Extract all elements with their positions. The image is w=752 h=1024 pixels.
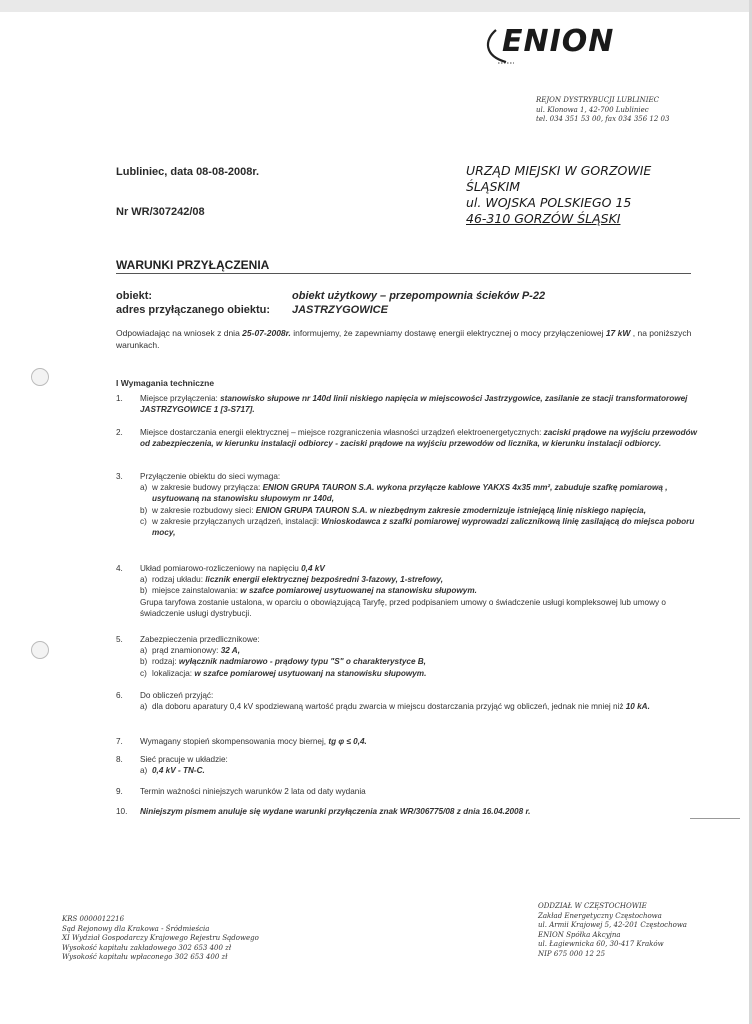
sub-item (140, 668, 698, 679)
list-item (116, 427, 698, 449)
item-number: 2. (116, 428, 123, 437)
footer-line: ul. Łagiewnicka 60, 30-417 Kraków (538, 940, 664, 948)
sub-item (140, 585, 698, 596)
footer-line: NIP 675 000 12 25 (538, 949, 606, 958)
footer-registry-info (62, 915, 259, 963)
footer-line: ODDZIAŁ W CZĘSTOCHOWIE (538, 902, 647, 910)
footer-line: XI Wydział Gospodarczy Krajowego Rejestru Sądowego (62, 934, 259, 942)
item-bold-text: stanowisko słupowe nr 140d linii niskiego napięcia w miejscowości Jastrzygowice, zasilanie ze stacji transformatorowej JASTRZYGOWICE 1 [3-S717]. (140, 394, 688, 415)
sub-item (140, 656, 698, 667)
sub-letter: c) (140, 516, 147, 526)
footer-line: Wysokość kapitału zakładowego 302 653 400 zł (62, 943, 232, 952)
item-number: 10. (116, 807, 128, 816)
intro-text: Odpowiadając na wniosek z dnia (116, 328, 243, 338)
object-address-value: JASTRZYGOWICE (292, 304, 388, 316)
item-number: 8. (116, 755, 123, 764)
sub-letter: b) (140, 586, 148, 596)
sub-letter: b) (140, 657, 148, 667)
object-label: obiekt: (116, 290, 153, 302)
sub-bold-text: w szafce pomiarowej usytuowanej na stanowisku słupowym. (240, 586, 477, 596)
reference-number: Nr WR/307242/08 (116, 206, 205, 218)
item-text: Do obliczeń przyjąć: (140, 691, 214, 700)
sub-text: w zakresie budowy przyłącza: (152, 483, 263, 493)
sub-text: w zakresie przyłączanych urządzeń, instalacji: (152, 516, 322, 526)
intro-text: , na poniższych warunkach. (116, 328, 692, 350)
addressee-line: URZĄD MIEJSKI W GORZOWIE (466, 163, 652, 178)
company-info-line: REJON DYSTRYBUCJI LUBLINIEC (536, 96, 659, 104)
footer-line: Sąd Rejonowy dla Krakowa - Śródmieścia (62, 924, 210, 933)
item-number: 7. (116, 737, 123, 746)
footer-line: Zakład Energetyczny Częstochowa (538, 911, 662, 920)
sub-item (140, 765, 698, 776)
sub-letter: a) (140, 483, 148, 493)
company-info (536, 96, 669, 125)
footer-line: Wysokość kapitału wpłaconego 302 653 400 zł (62, 953, 228, 961)
item-text: Sieć pracuje w układzie: (140, 755, 228, 764)
sub-bold-text: wyłącznik nadmiarowo - prądowy typu "S" o charakterystyce B, (178, 657, 426, 667)
addressee-block (466, 163, 651, 227)
sub-bold-text: 0,4 kV - TN-C. (152, 766, 205, 776)
item-bold-text: zaciski prądowe na wyjściu przewodów od zabezpieczenia, w kierunku instalacji odbiorcy - zaciski prądowe na wyjściu przewodów od licznika, w kierunku instalacji odbiorcy. (140, 428, 697, 449)
item-number: 9. (116, 787, 123, 796)
sub-text: w zakresie rozbudowy sieci: (152, 505, 256, 515)
addressee-line: ŚLĄSKIM (466, 179, 521, 194)
addressee-line: 46-310 GORZÓW ŚLĄSKI (466, 211, 621, 226)
list-item (116, 754, 698, 776)
list-item (116, 634, 698, 679)
tariff-note: Grupa taryfowa zostanie ustalona, w oparciu o obowiązującą Taryfę, przed podpisaniem umowy o świadczenie usługi kompleksowej lub umowy o świadczenie usługi dystrybucji. (140, 597, 666, 618)
item-text: Przyłączenie obiektu do sieci wymaga: (140, 472, 281, 481)
connection-power: 17 kW (605, 328, 631, 338)
item-text: Termin ważności niniejszych warunków 2 lata od daty wydania (140, 787, 366, 796)
item-number: 5. (116, 635, 123, 644)
item-text: Miejsce dostarczania energii elektrycznej – miejsce rozgraniczenia własności urządzeń elektroenergetycznych: (140, 428, 544, 437)
sub-text: rodzaj: (152, 657, 179, 667)
sub-bold-text: Wnioskodawca z szafki pomiarowej wyprowadzi zalicznikową linię zasilającą do miejsca poboru mocy, (152, 516, 695, 538)
sub-text: miejsce zainstalowania: (152, 586, 241, 596)
item-text: Zabezpieczenia przedlicznikowe: (140, 635, 260, 644)
item-number: 6. (116, 691, 123, 700)
object-address-label: adres przyłączanego obiektu: (116, 304, 271, 316)
company-info-line: ul. Klonowa 1, 42-700 Lubliniec (536, 105, 649, 114)
fold-mark (690, 818, 740, 819)
footer-line: ENION Spółka Akcyjna (538, 930, 621, 939)
item-bold-text: Niniejszym pismem anuluje się wydane warunki przyłączenia znak WR/306775/08 z dnia 16.04.2008 r. (140, 807, 531, 816)
sub-text: dla doboru aparatury 0,4 kV spodziewaną wartość prądu zwarcia w miejscu dostarczania przyjąć wg obliczeń, jednak nie mniej niż (152, 702, 626, 712)
item-text: Miejsce przyłączenia: (140, 394, 221, 403)
sub-letter: a) (140, 702, 148, 712)
punch-hole-lower (31, 641, 49, 659)
sub-item (140, 701, 698, 712)
list-item (116, 690, 698, 712)
item-number: 3. (116, 472, 123, 481)
sub-text: lokalizacja: (152, 668, 195, 678)
object-block (116, 289, 545, 317)
enion-logo (480, 22, 615, 66)
item-bold-text: 0,4 kV (301, 564, 325, 573)
item-text: Wymagany stopień skompensowania mocy biernej, (140, 737, 329, 746)
sub-item (140, 505, 698, 516)
intro-text: informujemy, że zapewniamy dostawę energii elektrycznej o mocy przyłączeniowej (290, 328, 606, 338)
sub-item (140, 574, 698, 585)
list-item (116, 393, 698, 415)
footer-branch-info (538, 902, 687, 959)
item-bold-text: tg φ ≤ 0,4. (328, 737, 367, 746)
request-date: 25-07-2008r. (242, 328, 291, 338)
sub-letter: a) (140, 646, 148, 656)
item-text: Układ pomiarowo-rozliczeniowy na napięciu (140, 564, 302, 573)
list-item (116, 736, 698, 747)
title-divider (116, 273, 691, 274)
addressee-line: ul. WOJSKA POLSKIEGO 15 (466, 195, 632, 210)
sub-bold-text: 32 A, (220, 646, 240, 656)
section-heading: I Wymagania techniczne (116, 378, 215, 388)
city-date: Lubliniec, data 08-08-2008r. (116, 166, 260, 178)
footer-line: KRS 0000012216 (62, 915, 125, 923)
sub-bold-text: ENION GRUPA TAURON S.A. wykona przyłącze kablowe YAKXS 4x35 mm², zabuduje szafkę pomiarową , usytuowaną na stanowisku słupowym nr 140d, (152, 483, 668, 504)
sub-item (140, 482, 698, 504)
sub-letter: b) (140, 505, 148, 515)
sub-bold-text: ENION GRUPA TAURON S.A. w niezbędnym zakresie zmodernizuje istniejącą linię niskiego napięcia, (255, 505, 646, 515)
list-item (116, 786, 698, 797)
sub-letter: c) (140, 668, 147, 678)
list-item (116, 563, 698, 619)
item-number: 4. (116, 564, 123, 573)
sub-bold-text: 10 kA. (625, 702, 650, 712)
sub-bold-text: w szafce pomiarowej usytuowanj na stanowisku słupowym. (194, 668, 427, 678)
sub-text: prąd znamionowy: (152, 646, 221, 656)
item-number: 1. (116, 394, 123, 403)
sub-item (140, 516, 698, 538)
company-info-line: tel. 034 351 53 00, fax 034 356 12 03 (536, 115, 670, 123)
list-item (116, 471, 698, 538)
list-item (116, 806, 698, 817)
sub-item (140, 645, 698, 656)
sub-letter: a) (140, 575, 148, 585)
object-value: obiekt użytkowy – przepompownia ścieków P-22 (292, 290, 546, 302)
intro-paragraph (116, 327, 696, 351)
document-title: WARUNKI PRZYŁĄCZENIA (116, 258, 270, 272)
sub-text: rodzaj układu: (152, 575, 206, 585)
punch-hole-upper (31, 368, 49, 386)
footer-line: ul. Armii Krajowej 5, 42-201 Częstochowa (538, 921, 687, 929)
logo-wordmark: ENION (502, 24, 615, 59)
sub-letter: a) (140, 766, 148, 776)
sub-bold-text: licznik energii elektrycznej bezpośredni 3-fazowy, 1-strefowy, (205, 575, 444, 585)
scan-top-edge (0, 0, 752, 12)
